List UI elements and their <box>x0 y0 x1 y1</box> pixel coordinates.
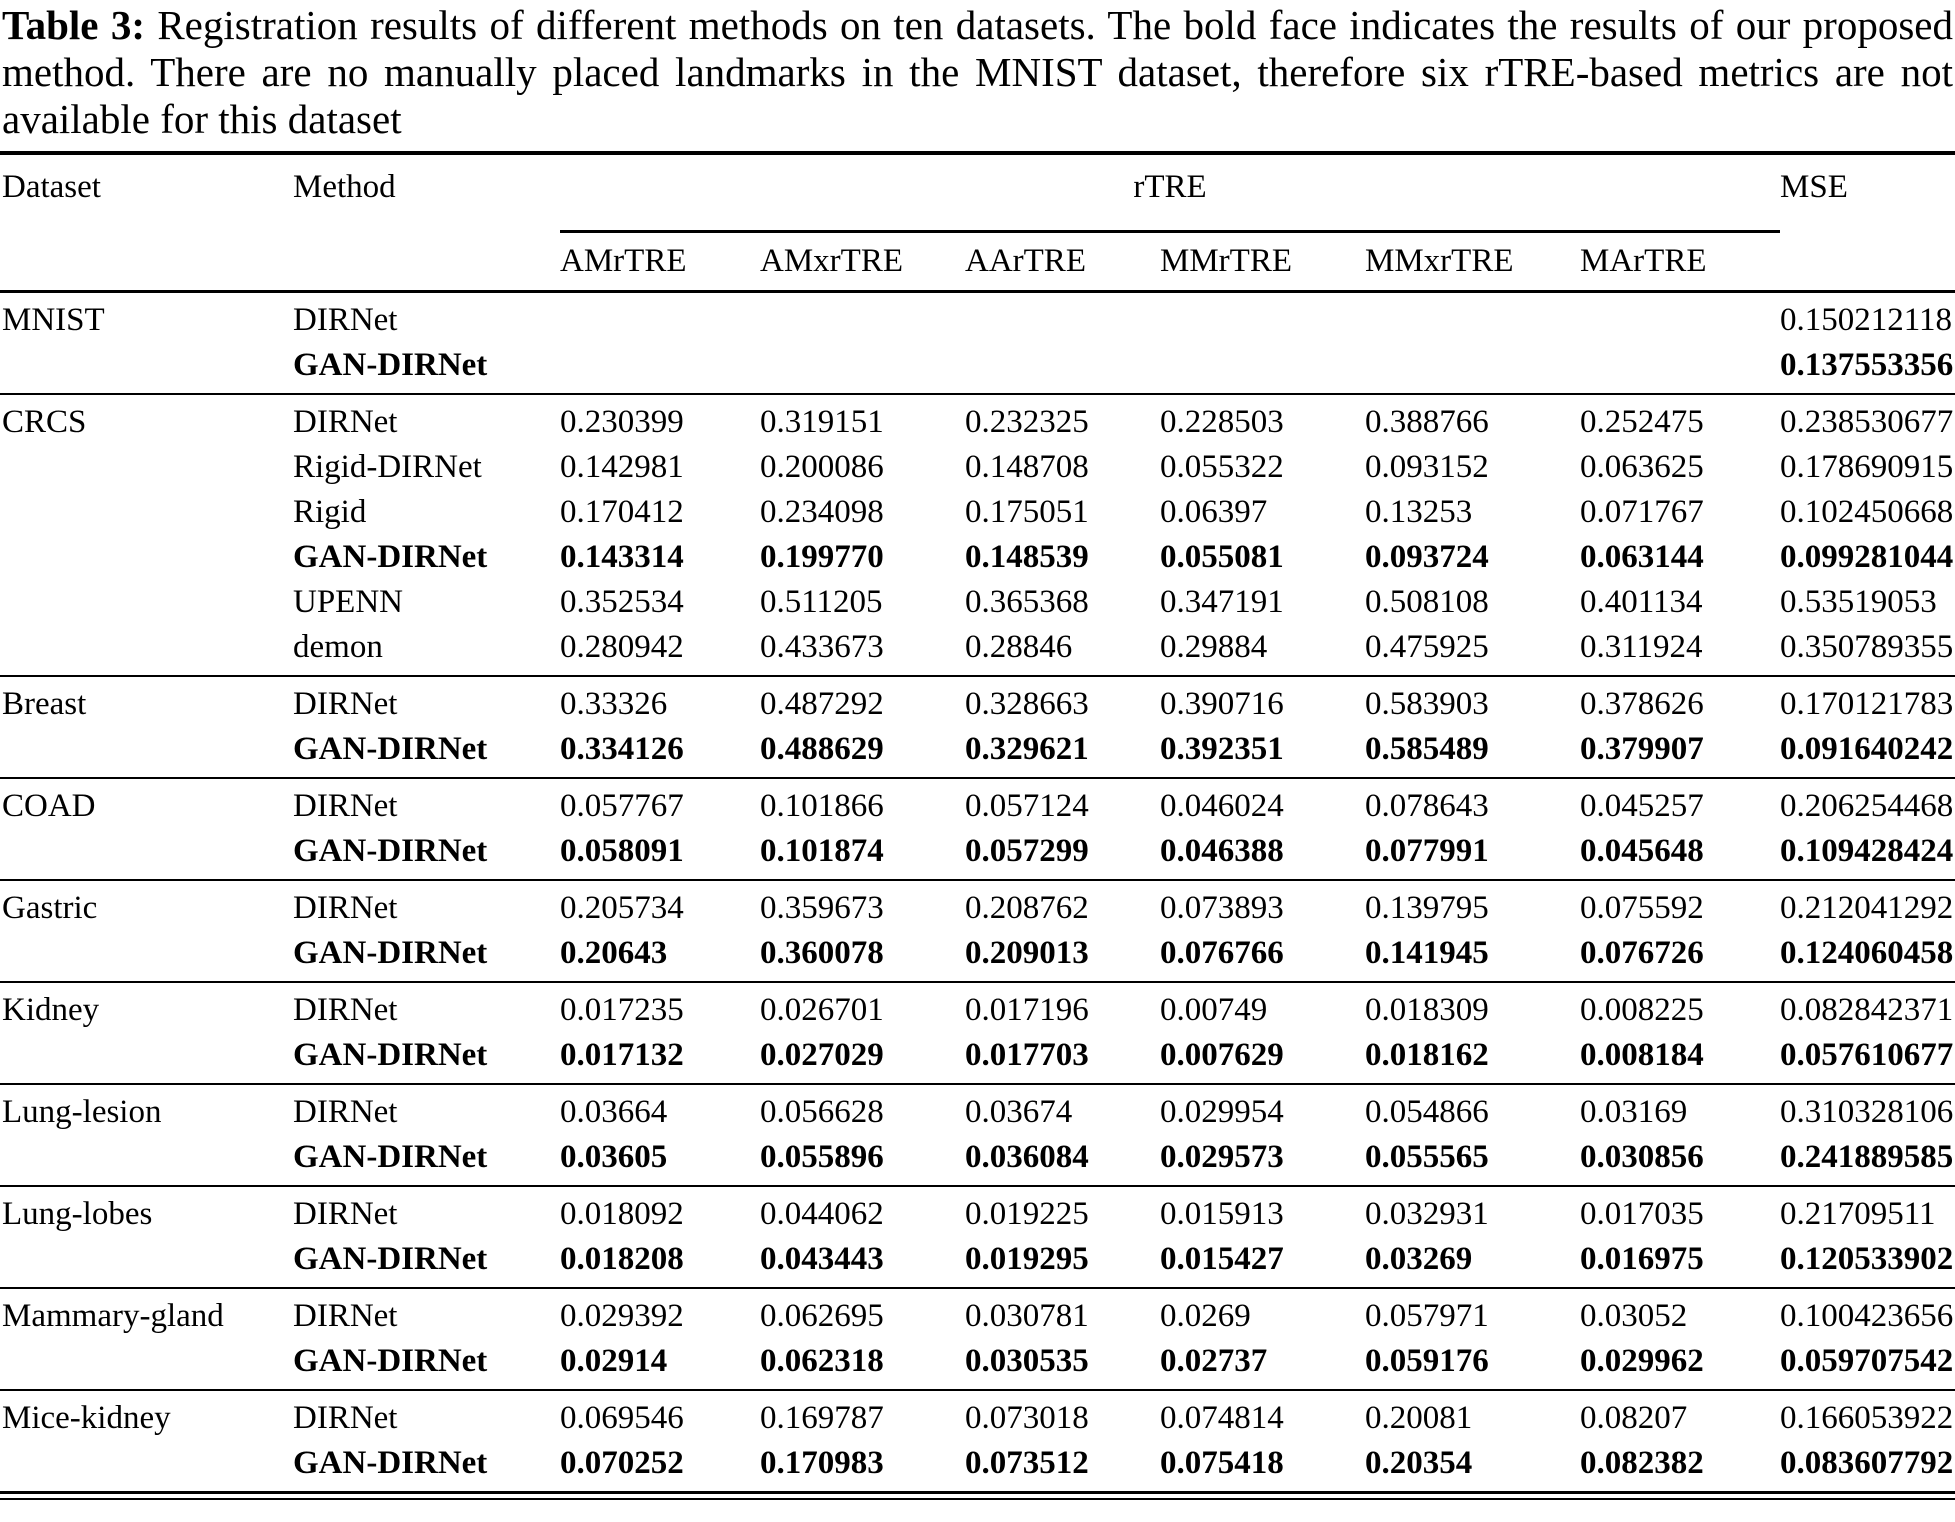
rtre-value: 0.046024 <box>1160 778 1365 829</box>
mse-value: 0.150212118 <box>1780 291 1955 343</box>
method-name: DIRNet <box>293 1084 560 1135</box>
rtre-value: 0.076726 <box>1580 934 1704 971</box>
rtre-value: 0.018309 <box>1365 982 1580 1033</box>
dataset-name-empty <box>0 727 293 778</box>
rtre-value: 0.142981 <box>560 448 684 485</box>
rtre-value: 0.045257 <box>1580 778 1780 829</box>
rtre-value: 0.008184 <box>1580 1036 1704 1073</box>
dataset-name: CRCS <box>0 394 293 445</box>
method-name: GAN-DIRNet <box>293 538 488 575</box>
rtre-value: 0.08207 <box>1580 1390 1780 1441</box>
rtre-value: 0.017132 <box>560 1036 684 1073</box>
rtre-value: 0.093152 <box>1365 448 1489 485</box>
header-row-main <box>0 153 1955 231</box>
rtre-value: 0.101874 <box>760 832 884 869</box>
table-row <box>0 580 1955 625</box>
rtre-value: 0.017196 <box>965 982 1160 1033</box>
rtre-value <box>965 343 1160 394</box>
dataset-name: Gastric <box>0 880 293 931</box>
rtre-value: 0.008225 <box>1580 982 1780 1033</box>
rtre-value: 0.487292 <box>760 676 965 727</box>
rtre-value <box>1365 343 1580 394</box>
mse-value: 0.310328106 <box>1780 1084 1955 1135</box>
dataset-section-breast <box>0 676 1955 778</box>
rtre-value: 0.352534 <box>560 583 684 620</box>
rtre-value: 0.063144 <box>1580 538 1704 575</box>
mse-value: 0.083607792 <box>1780 1444 1954 1481</box>
dataset-name: Mammary-gland <box>0 1288 293 1339</box>
rtre-value: 0.205734 <box>560 880 760 931</box>
rtre-value: 0.228503 <box>1160 394 1365 445</box>
method-name: DIRNet <box>293 1390 560 1441</box>
rtre-value: 0.13253 <box>1365 493 1473 530</box>
rtre-value: 0.0269 <box>1160 1288 1365 1339</box>
rtre-value: 0.015427 <box>1160 1240 1284 1277</box>
rtre-value: 0.139795 <box>1365 880 1580 931</box>
rtre-value <box>1365 291 1580 343</box>
method-name: Rigid-DIRNet <box>293 448 482 485</box>
rtre-value: 0.017703 <box>965 1036 1089 1073</box>
rtre-value: 0.02737 <box>1160 1342 1268 1379</box>
mse-value: 0.238530677 <box>1780 394 1955 445</box>
rtre-value: 0.045648 <box>1580 832 1704 869</box>
dataset-section-gastric <box>0 880 1955 982</box>
rtre-value: 0.03674 <box>965 1084 1160 1135</box>
table-row <box>0 1135 1955 1186</box>
dataset-name-empty <box>0 931 293 982</box>
caption-text: Registration results of different methods on ten datasets. The bold face indicates the results of our proposed method. There are no manually placed landmarks in the MNIST dataset, therefore six rTRE-based metrics are not available for this dataset <box>2 2 1953 142</box>
rtre-value: 0.388766 <box>1365 394 1580 445</box>
table-row <box>0 727 1955 778</box>
dataset-section-lung-lobes <box>0 1186 1955 1288</box>
dataset-name: Mice-kidney <box>0 1390 293 1441</box>
rtre-value: 0.030856 <box>1580 1138 1704 1175</box>
mse-value: 0.100423656 <box>1780 1288 1955 1339</box>
rtre-value: 0.02914 <box>560 1342 668 1379</box>
rtre-value: 0.378626 <box>1580 676 1780 727</box>
rtre-value: 0.20354 <box>1365 1444 1473 1481</box>
mse-value: 0.206254468 <box>1780 778 1955 829</box>
rtre-value: 0.075418 <box>1160 1444 1284 1481</box>
rtre-value: 0.018162 <box>1365 1036 1489 1073</box>
rtre-value: 0.06397 <box>1160 493 1268 530</box>
dataset-name: Breast <box>0 676 293 727</box>
dataset-name-empty <box>0 490 293 535</box>
mse-value: 0.137553356 <box>1780 346 1954 383</box>
rtre-value: 0.511205 <box>760 583 883 620</box>
table-row <box>0 445 1955 490</box>
method-name: DIRNet <box>293 1186 560 1237</box>
dataset-name: MNIST <box>0 291 293 343</box>
rtre-value: 0.390716 <box>1160 676 1365 727</box>
mse-value: 0.124060458 <box>1780 934 1954 971</box>
rtre-value: 0.056628 <box>760 1084 965 1135</box>
rtre-value: 0.043443 <box>760 1240 884 1277</box>
rtre-value: 0.175051 <box>965 493 1089 530</box>
rtre-value: 0.070252 <box>560 1444 684 1481</box>
rtre-value <box>1580 291 1780 343</box>
table-row <box>0 982 1955 1033</box>
dataset-name-empty <box>0 535 293 580</box>
rtre-value: 0.20643 <box>560 934 668 971</box>
rtre-value: 0.019225 <box>965 1186 1160 1237</box>
column-header-amxrtre: AMxrTRE <box>760 231 965 291</box>
rtre-value: 0.076766 <box>1160 934 1284 971</box>
mse-value: 0.082842371 <box>1780 982 1955 1033</box>
dataset-name-empty <box>0 625 293 676</box>
method-name: GAN-DIRNet <box>293 1138 488 1175</box>
table-caption <box>0 0 1955 143</box>
table-row <box>0 778 1955 829</box>
rtre-value: 0.234098 <box>760 493 884 530</box>
rtre-value: 0.017235 <box>560 982 760 1033</box>
dataset-name-empty <box>0 1441 293 1493</box>
rtre-value: 0.143314 <box>560 538 684 575</box>
method-name: DIRNet <box>293 394 560 445</box>
rtre-value: 0.475925 <box>1365 628 1489 665</box>
table-row <box>0 490 1955 535</box>
rtre-value: 0.069546 <box>560 1390 760 1441</box>
mse-value: 0.241889585 <box>1780 1138 1954 1175</box>
caption-label: Table 3: <box>2 2 145 48</box>
rtre-value: 0.057767 <box>560 778 760 829</box>
rtre-value: 0.046388 <box>1160 832 1284 869</box>
rtre-value <box>965 291 1160 343</box>
rtre-value: 0.029962 <box>1580 1342 1704 1379</box>
method-name: demon <box>293 628 383 665</box>
rtre-value: 0.392351 <box>1160 730 1284 767</box>
table-row <box>0 625 1955 676</box>
dataset-section-mammary-gland <box>0 1288 1955 1390</box>
rtre-value: 0.016975 <box>1580 1240 1704 1277</box>
column-header-mmrtre: MMrTRE <box>1160 231 1365 291</box>
dataset-section-mnist <box>0 291 1955 394</box>
rtre-value: 0.379907 <box>1580 730 1704 767</box>
rtre-value: 0.03269 <box>1365 1240 1473 1277</box>
table-row <box>0 291 1955 343</box>
rtre-value: 0.359673 <box>760 880 965 931</box>
dataset-section-lung-lesion <box>0 1084 1955 1186</box>
table-bottom-rule <box>0 1498 1955 1500</box>
rtre-value: 0.077991 <box>1365 832 1489 869</box>
results-table <box>0 151 1955 1494</box>
rtre-value: 0.055322 <box>1160 448 1284 485</box>
rtre-value <box>1580 343 1780 394</box>
rtre-value: 0.019295 <box>965 1240 1089 1277</box>
table-row <box>0 394 1955 445</box>
dataset-name-empty <box>0 445 293 490</box>
column-group-header-rtre: rTRE <box>560 153 1780 231</box>
method-name: Rigid <box>293 493 367 530</box>
rtre-value: 0.082382 <box>1580 1444 1704 1481</box>
rtre-value: 0.007629 <box>1160 1036 1284 1073</box>
rtre-value: 0.03169 <box>1580 1084 1780 1135</box>
rtre-value: 0.252475 <box>1580 394 1780 445</box>
table-row <box>0 1441 1955 1493</box>
table-row <box>0 343 1955 394</box>
rtre-value: 0.360078 <box>760 934 884 971</box>
rtre-value: 0.280942 <box>560 628 684 665</box>
rtre-value: 0.319151 <box>760 394 965 445</box>
rtre-value: 0.230399 <box>560 394 760 445</box>
dataset-name-empty <box>0 343 293 394</box>
rtre-value: 0.141945 <box>1365 934 1489 971</box>
table-row <box>0 1288 1955 1339</box>
table-row <box>0 1237 1955 1288</box>
rtre-value: 0.059176 <box>1365 1342 1489 1379</box>
rtre-value: 0.055896 <box>760 1138 884 1175</box>
rtre-value: 0.508108 <box>1365 583 1489 620</box>
table-row <box>0 880 1955 931</box>
column-header-dataset: Dataset <box>0 153 293 291</box>
rtre-value <box>1160 291 1365 343</box>
rtre-value <box>560 343 760 394</box>
mse-value: 0.091640242 <box>1780 730 1954 767</box>
method-name: DIRNet <box>293 676 560 727</box>
rtre-value: 0.018092 <box>560 1186 760 1237</box>
rtre-value: 0.058091 <box>560 832 684 869</box>
dataset-name: COAD <box>0 778 293 829</box>
table-row <box>0 931 1955 982</box>
rtre-value: 0.032931 <box>1365 1186 1580 1237</box>
mse-value: 0.21709511 <box>1780 1186 1955 1237</box>
table-row <box>0 1186 1955 1237</box>
rtre-value: 0.583903 <box>1365 676 1580 727</box>
dataset-section-coad <box>0 778 1955 880</box>
rtre-value: 0.328663 <box>965 676 1160 727</box>
rtre-value: 0.148539 <box>965 538 1089 575</box>
table-row <box>0 1033 1955 1084</box>
column-header-method: Method <box>293 153 560 291</box>
mse-value: 0.102450668 <box>1780 493 1954 530</box>
rtre-value: 0.055081 <box>1160 538 1284 575</box>
dataset-section-crcs <box>0 394 1955 676</box>
method-name: GAN-DIRNet <box>293 1036 488 1073</box>
rtre-value: 0.026701 <box>760 982 965 1033</box>
rtre-value: 0.170412 <box>560 493 684 530</box>
method-name: DIRNet <box>293 778 560 829</box>
rtre-value: 0.057299 <box>965 832 1089 869</box>
mse-value: 0.099281044 <box>1780 538 1954 575</box>
dataset-name: Lung-lesion <box>0 1084 293 1135</box>
rtre-value: 0.20081 <box>1365 1390 1580 1441</box>
dataset-name: Kidney <box>0 982 293 1033</box>
mse-value: 0.170121783 <box>1780 676 1955 727</box>
dataset-name-empty <box>0 1033 293 1084</box>
rtre-value: 0.078643 <box>1365 778 1580 829</box>
table-row <box>0 1084 1955 1135</box>
method-name: DIRNet <box>293 1288 560 1339</box>
mse-value: 0.109428424 <box>1780 832 1954 869</box>
table-row <box>0 829 1955 880</box>
rtre-value: 0.347191 <box>1160 583 1284 620</box>
rtre-value: 0.329621 <box>965 730 1089 767</box>
rtre-value: 0.101866 <box>760 778 965 829</box>
rtre-value: 0.015913 <box>1160 1186 1365 1237</box>
rtre-value: 0.585489 <box>1365 730 1489 767</box>
rtre-value: 0.199770 <box>760 538 884 575</box>
rtre-value: 0.057971 <box>1365 1288 1580 1339</box>
column-header-mse: MSE <box>1780 153 1955 291</box>
method-name: GAN-DIRNet <box>293 934 488 971</box>
method-name: GAN-DIRNet <box>293 832 488 869</box>
rtre-value: 0.209013 <box>965 934 1089 971</box>
rtre-value: 0.232325 <box>965 394 1160 445</box>
dataset-name-empty <box>0 1339 293 1390</box>
rtre-value: 0.03052 <box>1580 1288 1780 1339</box>
rtre-value: 0.488629 <box>760 730 884 767</box>
method-name: DIRNet <box>293 982 560 1033</box>
method-name: GAN-DIRNet <box>293 1240 488 1277</box>
method-name: UPENN <box>293 583 404 620</box>
rtre-value <box>1160 343 1365 394</box>
rtre-value: 0.148708 <box>965 448 1089 485</box>
rtre-value: 0.062318 <box>760 1342 884 1379</box>
rtre-value: 0.365368 <box>965 583 1089 620</box>
rtre-value: 0.027029 <box>760 1036 884 1073</box>
rtre-value: 0.200086 <box>760 448 884 485</box>
table-row <box>0 676 1955 727</box>
mse-value: 0.350789355 <box>1780 628 1954 665</box>
rtre-value: 0.030535 <box>965 1342 1089 1379</box>
rtre-value: 0.00749 <box>1160 982 1365 1033</box>
mse-value: 0.212041292 <box>1780 880 1955 931</box>
dataset-name: Lung-lobes <box>0 1186 293 1237</box>
rtre-value: 0.03664 <box>560 1084 760 1135</box>
rtre-value: 0.030781 <box>965 1288 1160 1339</box>
method-name: GAN-DIRNet <box>293 730 488 767</box>
table-row <box>0 535 1955 580</box>
rtre-value: 0.208762 <box>965 880 1160 931</box>
rtre-value: 0.029573 <box>1160 1138 1284 1175</box>
rtre-value: 0.334126 <box>560 730 684 767</box>
rtre-value: 0.29884 <box>1160 628 1268 665</box>
mse-value: 0.178690915 <box>1780 448 1954 485</box>
rtre-value: 0.018208 <box>560 1240 684 1277</box>
rtre-value: 0.073893 <box>1160 880 1365 931</box>
rtre-value: 0.073018 <box>965 1390 1160 1441</box>
rtre-value: 0.170983 <box>760 1444 884 1481</box>
method-name: DIRNet <box>293 291 560 343</box>
table-header <box>0 153 1955 291</box>
dataset-name-empty <box>0 580 293 625</box>
rtre-value: 0.036084 <box>965 1138 1089 1175</box>
rtre-value: 0.063625 <box>1580 448 1704 485</box>
mse-value: 0.057610677 <box>1780 1036 1954 1073</box>
dataset-section-mice-kidney <box>0 1390 1955 1493</box>
rtre-value: 0.054866 <box>1365 1084 1580 1135</box>
rtre-value: 0.401134 <box>1580 583 1703 620</box>
dataset-section-kidney <box>0 982 1955 1084</box>
rtre-value: 0.075592 <box>1580 880 1780 931</box>
table-row <box>0 1339 1955 1390</box>
rtre-value: 0.074814 <box>1160 1390 1365 1441</box>
rtre-value: 0.169787 <box>760 1390 965 1441</box>
rtre-value: 0.311924 <box>1580 628 1703 665</box>
rtre-value: 0.062695 <box>760 1288 965 1339</box>
method-name: GAN-DIRNet <box>293 1444 488 1481</box>
mse-value: 0.120533902 <box>1780 1240 1954 1277</box>
rtre-value: 0.057124 <box>965 778 1160 829</box>
dataset-name-empty <box>0 1135 293 1186</box>
rtre-value: 0.433673 <box>760 628 884 665</box>
rtre-value: 0.073512 <box>965 1444 1089 1481</box>
mse-value: 0.059707542 <box>1780 1342 1954 1379</box>
rtre-value: 0.029392 <box>560 1288 760 1339</box>
rtre-value: 0.017035 <box>1580 1186 1780 1237</box>
rtre-value: 0.03605 <box>560 1138 668 1175</box>
method-name: GAN-DIRNet <box>293 1342 488 1379</box>
rtre-value: 0.33326 <box>560 676 760 727</box>
column-header-amrtre: AMrTRE <box>560 231 760 291</box>
rtre-value: 0.093724 <box>1365 538 1489 575</box>
rtre-value: 0.044062 <box>760 1186 965 1237</box>
table-row <box>0 1390 1955 1441</box>
dataset-name-empty <box>0 1237 293 1288</box>
rtre-value: 0.071767 <box>1580 493 1704 530</box>
dataset-name-empty <box>0 829 293 880</box>
rtre-value: 0.28846 <box>965 628 1073 665</box>
column-header-mmxrtre: MMxrTRE <box>1365 231 1580 291</box>
method-name: GAN-DIRNet <box>293 346 488 383</box>
mse-value: 0.53519053 <box>1780 583 1937 620</box>
rtre-value <box>760 343 965 394</box>
rtre-value: 0.029954 <box>1160 1084 1365 1135</box>
mse-value: 0.166053922 <box>1780 1390 1955 1441</box>
rtre-value <box>760 291 965 343</box>
method-name: DIRNet <box>293 880 560 931</box>
rtre-value: 0.055565 <box>1365 1138 1489 1175</box>
column-header-martre: MArTRE <box>1580 231 1780 291</box>
column-header-aartre: AArTRE <box>965 231 1160 291</box>
rtre-value <box>560 291 760 343</box>
